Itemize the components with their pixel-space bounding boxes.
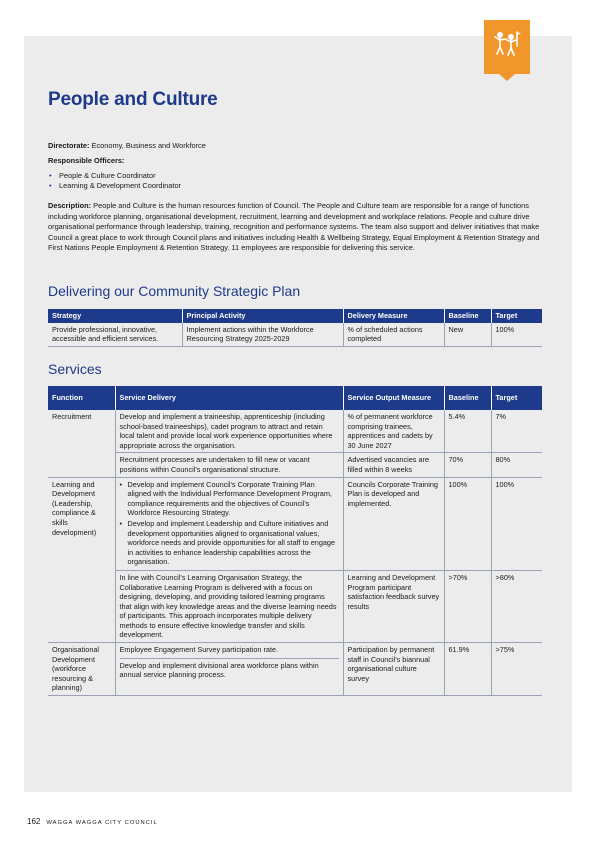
csp-header-row: [48, 309, 542, 323]
table-row: [48, 410, 542, 453]
col-header: Service Delivery: [115, 386, 343, 410]
table-cell: >75%: [491, 643, 542, 696]
description-text: People and Culture is the human resources function of Council. The People and Culture team are responsible for a range of functions including workforce planning, organisational development, recruitment, learning and development and workplace relations. People and culture drive organisational performance through leadership, training, recognition and performance systems. The team also support and deliver initiatives that make Council a great place to work through Council plans and initiatives including Health & Wellbeing Strategy, Equal Employment & Retention Strategy and First Nations People Employment & Retention Strategy. 11 employees are responsible for delivering this service.: [48, 201, 540, 253]
table-cell: >80%: [491, 570, 542, 642]
officers-block: [48, 156, 548, 192]
table-cell: 61.9%: [444, 643, 491, 696]
table-cell: Participation by permanent staff in Council's biannual organisational culture survey: [343, 643, 444, 696]
list-item: • Develop and implement Council's Corporate Training Plan aligned with the Individual Performance Development Program, compliance requirements and the objectives of Council's Workforce Resourcing Strategy.: [120, 480, 339, 518]
table-cell: Develop and implement a traineeship, apprenticeship (including school-based traineeships), cadet program to attract and retain local talent and provide local work experience opportunities where appropriate across the organisation.: [115, 410, 343, 453]
table-cell: 80%: [491, 453, 542, 477]
col-header: Baseline: [444, 309, 491, 323]
footer-org: WAGGA WAGGA CITY COUNCIL: [46, 820, 158, 826]
services-heading: Services: [48, 361, 102, 377]
table-cell: New: [444, 323, 491, 347]
description-label: Description:: [48, 201, 92, 210]
table-cell: Recruitment processes are undertaken to fill new or vacant positions within Council's organisational structure.: [115, 453, 343, 477]
col-header: Principal Activity: [182, 309, 343, 323]
table-cell: Learning and Development Program participant satisfaction feedback survey results: [343, 570, 444, 642]
page-title: People and Culture: [48, 89, 218, 110]
table-cell: [115, 643, 343, 696]
table-row: [48, 643, 542, 696]
officers-label: Responsible Officers:: [48, 156, 125, 165]
col-header: Target: [491, 386, 542, 410]
function-cell: Learning and Development (Leadership, compliance & skills development): [48, 477, 115, 643]
col-header: Baseline: [444, 386, 491, 410]
table-cell: 7%: [491, 410, 542, 453]
table-cell: 5.4%: [444, 410, 491, 453]
table-row: [48, 323, 542, 347]
col-header: Strategy: [48, 309, 182, 323]
table-row: [48, 477, 542, 570]
page-number: 162: [27, 817, 41, 826]
services-table: [48, 386, 542, 696]
delivery-bullets: [120, 480, 339, 567]
csp-table: [48, 309, 542, 347]
csp-heading: Delivering our Community Strategic Plan: [48, 283, 301, 299]
description-block: [48, 201, 548, 254]
directorate-line: [48, 141, 548, 152]
officer-item: • Learning & Development Coordinator: [48, 181, 548, 192]
col-header: Service Output Measure: [343, 386, 444, 410]
table-cell: Implement actions within the Workforce Resourcing Strategy 2025-2029: [182, 323, 343, 347]
table-cell: 100%: [491, 323, 542, 347]
officer-item: • People & Culture Coordinator: [48, 171, 548, 182]
col-header: Target: [491, 309, 542, 323]
table-cell: 100%: [444, 477, 491, 570]
table-cell: Councils Corporate Training Plan is developed and implemented.: [343, 477, 444, 570]
table-cell: Advertised vacancies are filled within 8 weeks: [343, 453, 444, 477]
table-cell: In line with Council's Learning Organisation Strategy, the Collaborative Learning Program is delivered with a focus on designing, developing, and providing tailored learning programs that align with key knowledge areas and the diverse learning needs of participants. This approach incorporates multiple delivery methods to ensure effective knowledge transfer and skills development.: [115, 570, 343, 642]
function-cell: Organisational Development (workforce resourcing & planning): [48, 643, 115, 696]
delivery-line: Develop and implement divisional area workforce plans within annual service planning process.: [120, 658, 339, 680]
page-footer: [27, 817, 158, 826]
table-cell: >70%: [444, 570, 491, 642]
badge-pointer: [499, 74, 515, 81]
people-flag-icon: [492, 28, 522, 58]
services-header-row: [48, 386, 542, 410]
table-cell: % of permanent workforce comprising trainees, apprentices and cadets by 30 June 2027: [343, 410, 444, 453]
function-cell: Recruitment: [48, 410, 115, 477]
table-cell: % of scheduled actions completed: [343, 323, 444, 347]
delivery-line: Employee Engagement Survey participation rate.: [119, 645, 279, 655]
table-row: [48, 453, 542, 477]
directorate-value: Economy, Business and Workforce: [89, 141, 206, 150]
section-badge: [484, 20, 530, 74]
table-cell: [115, 477, 343, 570]
directorate-label: Directorate:: [48, 141, 90, 150]
list-item: • Develop and implement Leadership and Culture initiatives and development opportunities aligned to organisational values, workforce needs and provide opportunities for all staff to engage in activities to enhance leadership capabilities across the organisation.: [120, 519, 339, 567]
table-cell: 70%: [444, 453, 491, 477]
officers-list: [48, 171, 548, 192]
col-header: Function: [48, 386, 115, 410]
col-header: Delivery Measure: [343, 309, 444, 323]
table-cell: Provide professional, innovative, accessible and efficient services.: [48, 323, 182, 347]
table-cell: 100%: [491, 477, 542, 570]
table-row: [48, 570, 542, 642]
